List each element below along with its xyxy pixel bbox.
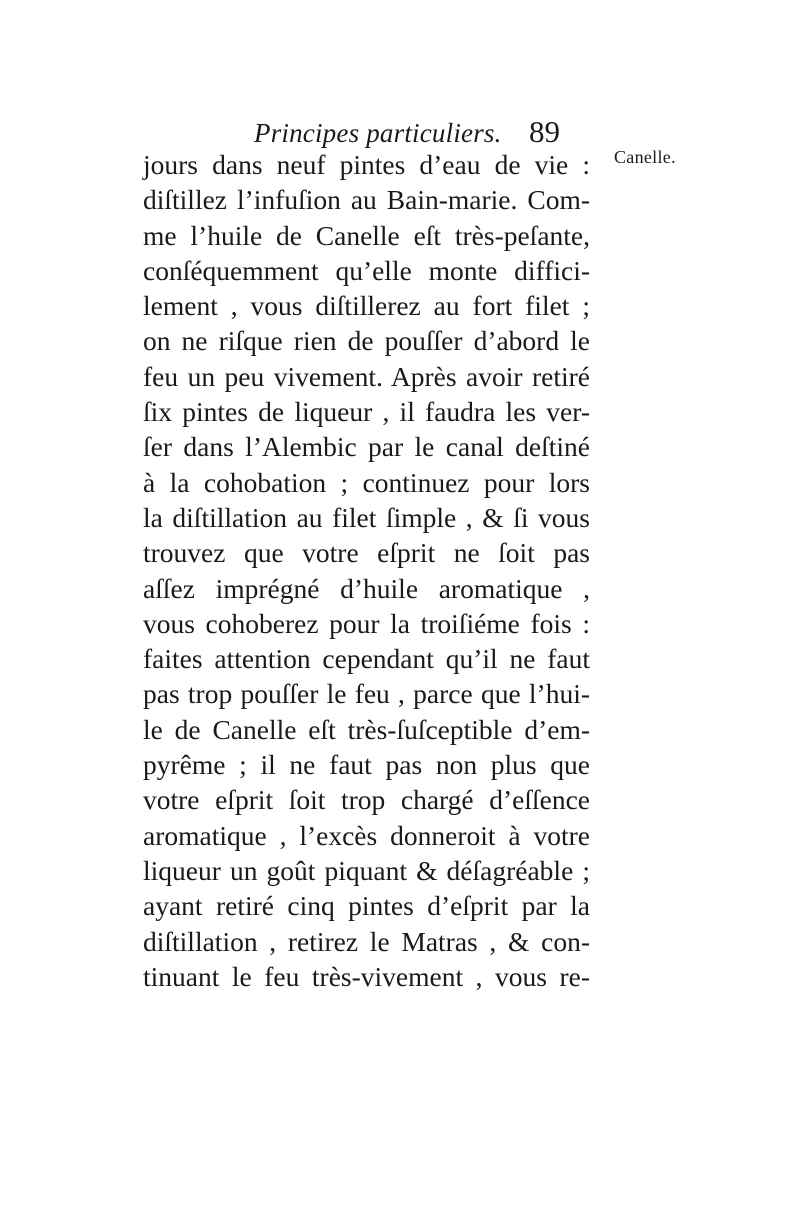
- page-number: 89: [529, 114, 560, 149]
- margin-note: Canelle.: [614, 147, 676, 167]
- text-line: diſtillez l’infuſion au Bain-marie. Com-: [143, 184, 590, 216]
- text-line: ayant retiré cinq pintes d’eſprit par la: [143, 890, 590, 922]
- text-line: vous cohoberez pour la troiſiéme fois :: [143, 607, 590, 639]
- body-text: [143, 147, 590, 994]
- text-line: tinuant le feu très-vivement , vous re-: [143, 960, 590, 992]
- text-line: ſer dans l’Alembic par le canal deſtiné: [143, 431, 590, 463]
- text-line: aromatique , l’excès donneroit à votre: [143, 819, 590, 851]
- text-line: conſéquemment qu’elle monte diffici-: [143, 254, 590, 286]
- text-line: votre eſprit ſoit trop chargé d’eſſence: [143, 784, 590, 816]
- text-line: trouvez que votre eſprit ne ſoit pas: [143, 537, 590, 569]
- text-line: ſix pintes de liqueur , il faudra les ver-: [143, 396, 590, 428]
- text-line: aſſez imprégné d’huile aromatique ,: [143, 572, 590, 604]
- text-line: pyrême ; il ne faut pas non plus que: [143, 749, 590, 781]
- text-line: me l’huile de Canelle eſt très-peſante,: [143, 219, 590, 251]
- text-line: à la cohobation ; continuez pour lors: [143, 466, 590, 498]
- text-line: faites attention cependant qu’il ne faut: [143, 643, 590, 675]
- running-title: Principes particuliers.: [254, 118, 502, 148]
- text-line: le de Canelle eſt très-ſuſceptible d’em-: [143, 713, 590, 745]
- text-line: la diſtillation au filet ſimple , & ſi vous: [143, 501, 590, 533]
- text-line: jours dans neuf pintes d’eau de vie :: [143, 149, 590, 180]
- text-line: feu un peu vivement. Après avoir retiré: [143, 360, 590, 392]
- text-line: lement , vous diſtillerez au fort filet ;: [143, 290, 590, 322]
- text-line: diſtillation , retirez le Matras , & con-: [143, 925, 590, 957]
- text-line: liqueur un goût piquant & déſagréable ;: [143, 854, 590, 886]
- text-line: pas trop pouſſer le feu , parce que l’hui-: [143, 678, 590, 710]
- text-line: on ne riſque rien de pouſſer d’abord le: [143, 325, 590, 357]
